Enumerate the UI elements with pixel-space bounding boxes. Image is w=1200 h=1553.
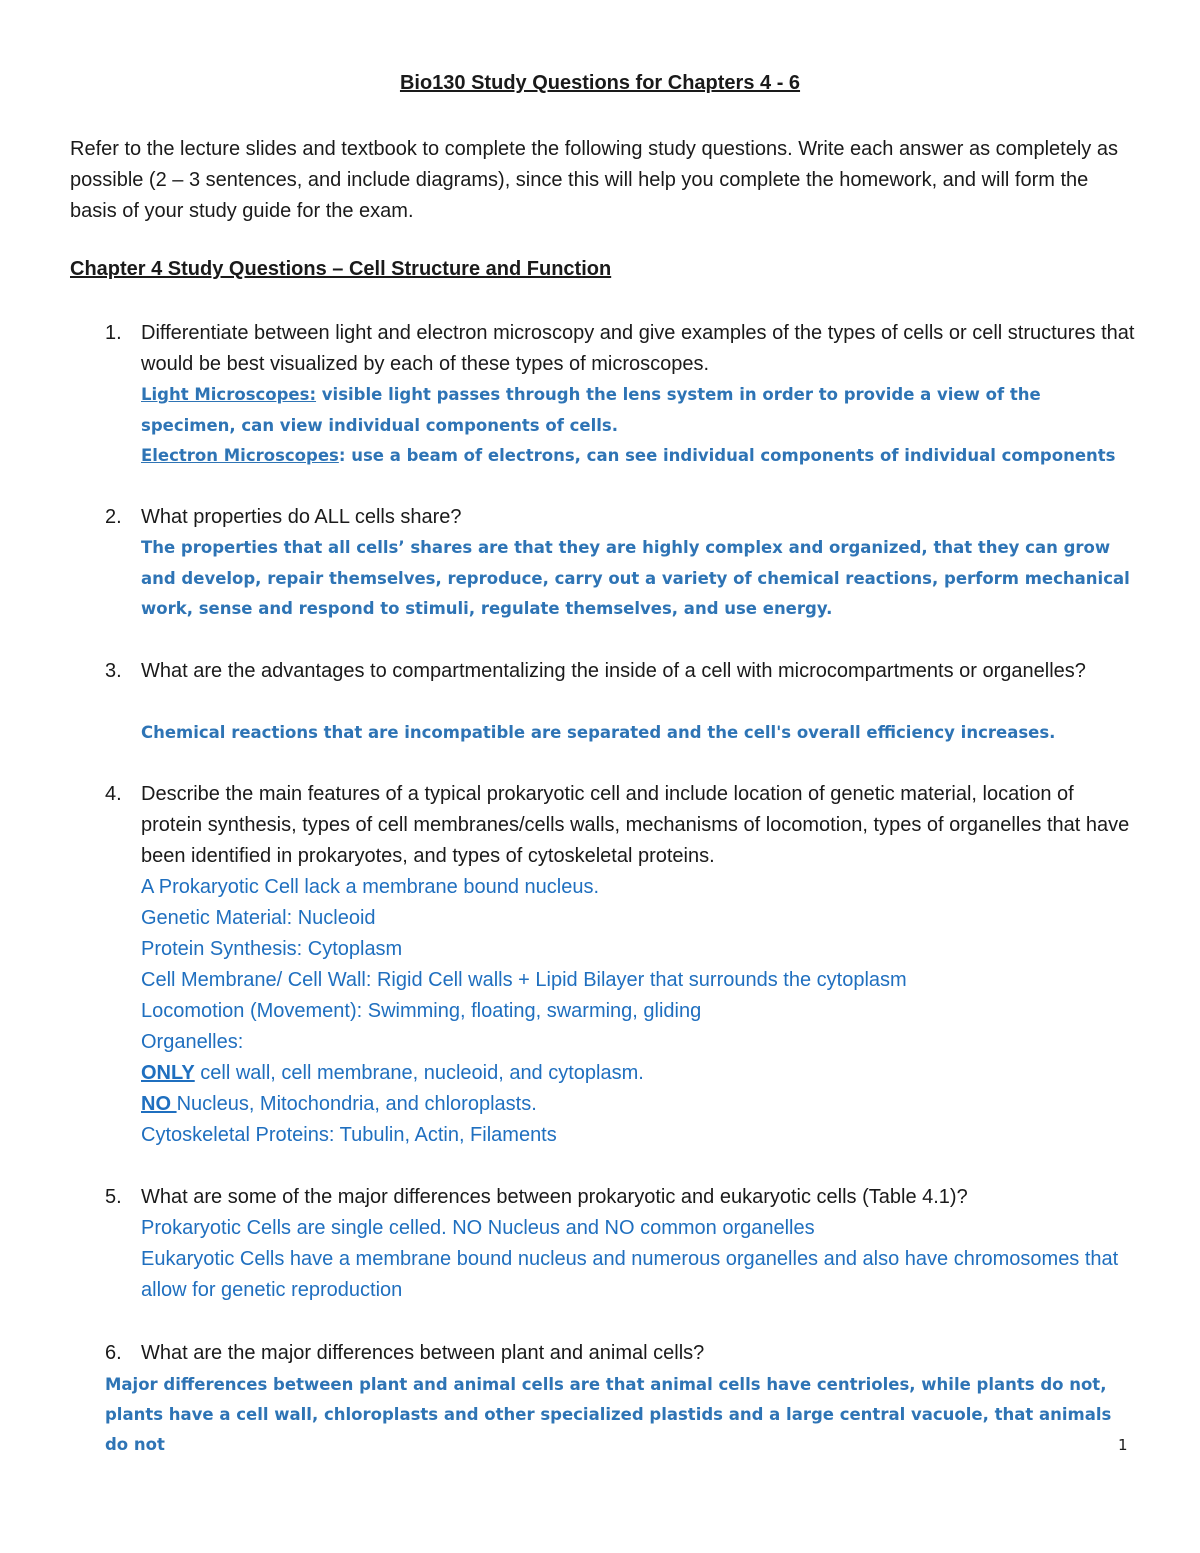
- question-6: [105, 1338, 1135, 1369]
- question-5: [105, 1182, 1135, 1213]
- answer-colon: :: [338, 446, 346, 465]
- answer-line: Prokaryotic Cells are single celled. NO Nucleus and NO common organelles: [141, 1217, 815, 1239]
- document-title: Bio130 Study Questions for Chapters 4 - 6: [399, 72, 801, 94]
- page-number: 1: [1118, 1436, 1128, 1454]
- answer-line: Protein Synthesis: Cytoplasm: [141, 938, 403, 960]
- answer-4: [141, 872, 1131, 1151]
- question-2: [105, 502, 1135, 533]
- answer-line: Cell Membrane/ Cell Wall: Rigid Cell walls + Lipid Bilayer that surrounds the cytoplasm: [141, 969, 907, 991]
- question-1: [105, 318, 1135, 380]
- answer-label: Light Microscopes:: [141, 385, 317, 404]
- answer-line: NO Nucleus, Mitochondria, and chloroplasts.: [141, 1093, 537, 1115]
- question-4: [105, 779, 1135, 872]
- answer-line: Genetic Material: Nucleoid: [141, 907, 376, 929]
- answer-line: Organelles:: [141, 1031, 244, 1053]
- emphasis-text: NO: [141, 1093, 177, 1115]
- chapter-heading: Chapter 4 Study Questions – Cell Structure and Function: [70, 258, 612, 280]
- answer-label: Electron Microscopes: [141, 446, 339, 465]
- emphasis-text: ONLY: [141, 1062, 195, 1084]
- question-number: 2.: [105, 506, 122, 528]
- answer-text: use a beam of electrons, can see individual components of individual components: [345, 446, 1116, 465]
- question-number: 5.: [105, 1186, 122, 1208]
- answer-6: Major differences between plant and animal cells are that animal cells have centrioles, while plants do not, plants have a cell wall, chloroplasts and other specialized plastids and a large central vacuole, that animals do not: [105, 1375, 1112, 1454]
- answer-line: A Prokaryotic Cell lack a membrane bound nucleus.: [141, 876, 600, 898]
- answer-2: The properties that all cells’ shares are that they are highly complex and organized, that they can grow and develop, repair themselves, reproduce, carry out a variety of chemical reactions, perform mechanical work, sense and respond to stimuli, regulate themselves, and use energy.: [141, 538, 1130, 618]
- answer-5: [141, 1213, 1131, 1306]
- answer-1b: [141, 441, 1131, 472]
- answer-line: Eukaryotic Cells have a membrane bound nucleus and numerous organelles and also have chromosomes that allow for genetic reproduction: [141, 1248, 1119, 1301]
- question-number: 4.: [105, 783, 122, 805]
- answer-1a: [141, 380, 1131, 441]
- question-text: Differentiate between light and electron microscopy and give examples of the types of cells or cell structures that would be best visualized by each of these types of microscopes.: [141, 322, 1135, 375]
- question-text: Describe the main features of a typical prokaryotic cell and include location of genetic material, location of protein synthesis, types of cell membranes/cells walls, mechanisms of locomotion, types of organelles that have been identified in prokaryotes, and types of cytoskeletal proteins.: [141, 783, 1130, 867]
- question-text: What are the major differences between plant and animal cells?: [141, 1342, 705, 1364]
- answer-text: visible light passes through the lens system in order to provide a view of the specimen, can view individual components of cells.: [141, 385, 1041, 435]
- question-number: 1.: [105, 322, 122, 344]
- question-text: What are the advantages to compartmentalizing the inside of a cell with microcompartments or organelles?: [141, 660, 1086, 682]
- question-number: 6.: [105, 1342, 122, 1364]
- answer-3: Chemical reactions that are incompatible are separated and the cell's overall efficiency increases.: [141, 723, 1056, 742]
- intro-paragraph: Refer to the lecture slides and textbook to complete the following study questions. Write each answer as completely as possible (2 – 3 sentences, and include diagrams), since this will help you complete the homework, and will form the basis of your study guide for the exam.: [70, 138, 1118, 222]
- question-text: What are some of the major differences between prokaryotic and eukaryotic cells (Table 4.1)?: [141, 1186, 968, 1208]
- answer-line: ONLY cell wall, cell membrane, nucleoid, and cytoplasm.: [141, 1062, 644, 1084]
- answer-line: Locomotion (Movement): Swimming, floating, swarming, gliding: [141, 1000, 702, 1022]
- question-number: 3.: [105, 660, 122, 682]
- answer-line: Cytoskeletal Proteins: Tubulin, Actin, Filaments: [141, 1124, 557, 1146]
- question-text: What properties do ALL cells share?: [141, 506, 462, 528]
- question-3: [105, 656, 1135, 687]
